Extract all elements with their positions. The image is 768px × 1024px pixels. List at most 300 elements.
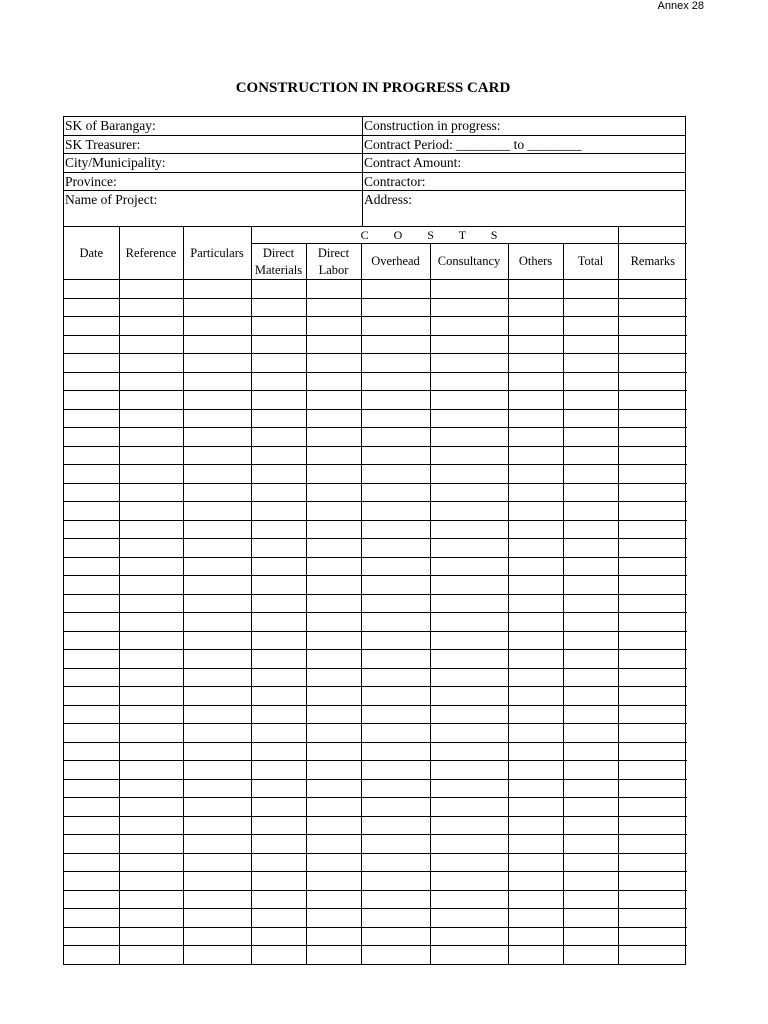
- cell-total[interactable]: [563, 280, 618, 299]
- cell-consultancy[interactable]: [430, 927, 508, 946]
- cell-consultancy[interactable]: [430, 798, 508, 817]
- cell-reference[interactable]: [119, 465, 183, 484]
- cell-reference[interactable]: [119, 835, 183, 854]
- cell-direct-labor[interactable]: [306, 280, 361, 299]
- cell-overhead[interactable]: [361, 557, 430, 576]
- cell-total[interactable]: [563, 594, 618, 613]
- cell-date[interactable]: [64, 724, 119, 743]
- cell-reference[interactable]: [119, 335, 183, 354]
- cell-consultancy[interactable]: [430, 502, 508, 521]
- cell-particulars[interactable]: [183, 502, 251, 521]
- cell-particulars[interactable]: [183, 779, 251, 798]
- cell-overhead[interactable]: [361, 687, 430, 706]
- cell-remarks[interactable]: [618, 724, 687, 743]
- cell-direct-materials[interactable]: [251, 872, 306, 891]
- cell-remarks[interactable]: [618, 428, 687, 447]
- cell-reference[interactable]: [119, 742, 183, 761]
- cell-total[interactable]: [563, 428, 618, 447]
- cell-direct-labor[interactable]: [306, 687, 361, 706]
- cell-overhead[interactable]: [361, 317, 430, 336]
- cell-overhead[interactable]: [361, 409, 430, 428]
- cell-direct-materials[interactable]: [251, 650, 306, 669]
- cell-overhead[interactable]: [361, 391, 430, 410]
- cell-direct-labor[interactable]: [306, 816, 361, 835]
- cell-date[interactable]: [64, 631, 119, 650]
- cell-remarks[interactable]: [618, 890, 687, 909]
- cell-remarks[interactable]: [618, 631, 687, 650]
- cell-particulars[interactable]: [183, 613, 251, 632]
- cell-particulars[interactable]: [183, 705, 251, 724]
- cell-date[interactable]: [64, 761, 119, 780]
- cell-particulars[interactable]: [183, 372, 251, 391]
- cell-total[interactable]: [563, 372, 618, 391]
- cell-overhead[interactable]: [361, 872, 430, 891]
- cell-date[interactable]: [64, 927, 119, 946]
- contractor-field[interactable]: Contractor:: [364, 173, 426, 189]
- cell-reference[interactable]: [119, 927, 183, 946]
- cell-others[interactable]: [508, 742, 563, 761]
- cell-direct-labor[interactable]: [306, 502, 361, 521]
- cell-others[interactable]: [508, 687, 563, 706]
- cell-others[interactable]: [508, 890, 563, 909]
- cell-overhead[interactable]: [361, 298, 430, 317]
- cell-remarks[interactable]: [618, 372, 687, 391]
- cell-remarks[interactable]: [618, 779, 687, 798]
- cell-consultancy[interactable]: [430, 724, 508, 743]
- cell-others[interactable]: [508, 724, 563, 743]
- cell-others[interactable]: [508, 816, 563, 835]
- cell-others[interactable]: [508, 317, 563, 336]
- cell-overhead[interactable]: [361, 946, 430, 964]
- cell-total[interactable]: [563, 816, 618, 835]
- cell-total[interactable]: [563, 872, 618, 891]
- cell-direct-labor[interactable]: [306, 613, 361, 632]
- cell-date[interactable]: [64, 428, 119, 447]
- cell-reference[interactable]: [119, 317, 183, 336]
- cell-total[interactable]: [563, 631, 618, 650]
- cell-remarks[interactable]: [618, 335, 687, 354]
- cell-direct-labor[interactable]: [306, 890, 361, 909]
- cell-particulars[interactable]: [183, 557, 251, 576]
- cell-date[interactable]: [64, 539, 119, 558]
- cell-remarks[interactable]: [618, 872, 687, 891]
- cell-others[interactable]: [508, 520, 563, 539]
- cell-overhead[interactable]: [361, 502, 430, 521]
- cell-others[interactable]: [508, 872, 563, 891]
- cell-direct-labor[interactable]: [306, 594, 361, 613]
- cell-remarks[interactable]: [618, 317, 687, 336]
- cell-others[interactable]: [508, 465, 563, 484]
- cell-others[interactable]: [508, 354, 563, 373]
- cell-direct-labor[interactable]: [306, 798, 361, 817]
- cell-particulars[interactable]: [183, 872, 251, 891]
- cell-overhead[interactable]: [361, 742, 430, 761]
- cell-total[interactable]: [563, 742, 618, 761]
- cell-remarks[interactable]: [618, 687, 687, 706]
- cell-date[interactable]: [64, 613, 119, 632]
- cell-total[interactable]: [563, 502, 618, 521]
- cell-others[interactable]: [508, 927, 563, 946]
- cell-reference[interactable]: [119, 946, 183, 964]
- cell-overhead[interactable]: [361, 428, 430, 447]
- cell-consultancy[interactable]: [430, 317, 508, 336]
- cell-total[interactable]: [563, 446, 618, 465]
- cell-reference[interactable]: [119, 483, 183, 502]
- cell-others[interactable]: [508, 705, 563, 724]
- cell-reference[interactable]: [119, 798, 183, 817]
- cell-consultancy[interactable]: [430, 409, 508, 428]
- cell-others[interactable]: [508, 798, 563, 817]
- cell-direct-materials[interactable]: [251, 761, 306, 780]
- cell-others[interactable]: [508, 668, 563, 687]
- cell-date[interactable]: [64, 798, 119, 817]
- cell-direct-labor[interactable]: [306, 557, 361, 576]
- cell-consultancy[interactable]: [430, 835, 508, 854]
- cell-direct-labor[interactable]: [306, 705, 361, 724]
- cell-date[interactable]: [64, 280, 119, 299]
- cell-direct-labor[interactable]: [306, 835, 361, 854]
- cell-date[interactable]: [64, 668, 119, 687]
- cell-particulars[interactable]: [183, 946, 251, 964]
- cell-overhead[interactable]: [361, 779, 430, 798]
- cell-remarks[interactable]: [618, 927, 687, 946]
- cell-direct-materials[interactable]: [251, 557, 306, 576]
- cell-others[interactable]: [508, 280, 563, 299]
- cell-direct-materials[interactable]: [251, 465, 306, 484]
- cell-direct-labor[interactable]: [306, 650, 361, 669]
- cell-consultancy[interactable]: [430, 779, 508, 798]
- cell-direct-materials[interactable]: [251, 539, 306, 558]
- cell-direct-materials[interactable]: [251, 909, 306, 928]
- cell-total[interactable]: [563, 520, 618, 539]
- cell-remarks[interactable]: [618, 909, 687, 928]
- cell-direct-materials[interactable]: [251, 816, 306, 835]
- cell-consultancy[interactable]: [430, 298, 508, 317]
- cell-reference[interactable]: [119, 576, 183, 595]
- cell-particulars[interactable]: [183, 890, 251, 909]
- cell-particulars[interactable]: [183, 594, 251, 613]
- cell-date[interactable]: [64, 298, 119, 317]
- cell-total[interactable]: [563, 890, 618, 909]
- cell-total[interactable]: [563, 761, 618, 780]
- cell-particulars[interactable]: [183, 409, 251, 428]
- cell-others[interactable]: [508, 946, 563, 964]
- cell-direct-labor[interactable]: [306, 391, 361, 410]
- cell-reference[interactable]: [119, 280, 183, 299]
- cell-remarks[interactable]: [618, 835, 687, 854]
- cell-date[interactable]: [64, 779, 119, 798]
- cell-consultancy[interactable]: [430, 761, 508, 780]
- cell-date[interactable]: [64, 372, 119, 391]
- cell-remarks[interactable]: [618, 853, 687, 872]
- cell-particulars[interactable]: [183, 280, 251, 299]
- cell-others[interactable]: [508, 853, 563, 872]
- cell-total[interactable]: [563, 409, 618, 428]
- cell-overhead[interactable]: [361, 465, 430, 484]
- cell-overhead[interactable]: [361, 613, 430, 632]
- cell-others[interactable]: [508, 335, 563, 354]
- cell-date[interactable]: [64, 853, 119, 872]
- cell-particulars[interactable]: [183, 391, 251, 410]
- cell-remarks[interactable]: [618, 798, 687, 817]
- cell-overhead[interactable]: [361, 594, 430, 613]
- cell-overhead[interactable]: [361, 798, 430, 817]
- cell-date[interactable]: [64, 465, 119, 484]
- cell-others[interactable]: [508, 594, 563, 613]
- cell-others[interactable]: [508, 557, 563, 576]
- cell-remarks[interactable]: [618, 520, 687, 539]
- cell-total[interactable]: [563, 483, 618, 502]
- cell-direct-labor[interactable]: [306, 631, 361, 650]
- cell-reference[interactable]: [119, 705, 183, 724]
- cell-consultancy[interactable]: [430, 354, 508, 373]
- cell-reference[interactable]: [119, 446, 183, 465]
- cell-date[interactable]: [64, 335, 119, 354]
- cell-total[interactable]: [563, 835, 618, 854]
- cell-remarks[interactable]: [618, 594, 687, 613]
- sk-barangay-field[interactable]: SK of Barangay:: [64, 117, 363, 135]
- cell-direct-labor[interactable]: [306, 946, 361, 964]
- cell-overhead[interactable]: [361, 890, 430, 909]
- cell-remarks[interactable]: [618, 465, 687, 484]
- cell-others[interactable]: [508, 539, 563, 558]
- cell-overhead[interactable]: [361, 631, 430, 650]
- cell-particulars[interactable]: [183, 539, 251, 558]
- cell-remarks[interactable]: [618, 446, 687, 465]
- cell-remarks[interactable]: [618, 761, 687, 780]
- cell-reference[interactable]: [119, 613, 183, 632]
- cell-direct-materials[interactable]: [251, 687, 306, 706]
- cell-particulars[interactable]: [183, 668, 251, 687]
- cell-direct-materials[interactable]: [251, 520, 306, 539]
- cell-total[interactable]: [563, 539, 618, 558]
- cell-total[interactable]: [563, 687, 618, 706]
- cell-direct-materials[interactable]: [251, 927, 306, 946]
- cell-overhead[interactable]: [361, 816, 430, 835]
- cell-total[interactable]: [563, 576, 618, 595]
- cell-particulars[interactable]: [183, 835, 251, 854]
- cell-direct-labor[interactable]: [306, 483, 361, 502]
- cell-direct-materials[interactable]: [251, 742, 306, 761]
- cell-remarks[interactable]: [618, 409, 687, 428]
- cell-overhead[interactable]: [361, 372, 430, 391]
- cell-particulars[interactable]: [183, 446, 251, 465]
- cell-direct-labor[interactable]: [306, 317, 361, 336]
- cell-date[interactable]: [64, 409, 119, 428]
- cell-direct-labor[interactable]: [306, 724, 361, 743]
- cell-direct-materials[interactable]: [251, 317, 306, 336]
- cell-remarks[interactable]: [618, 650, 687, 669]
- cell-consultancy[interactable]: [430, 890, 508, 909]
- cell-direct-labor[interactable]: [306, 539, 361, 558]
- cell-others[interactable]: [508, 298, 563, 317]
- cell-reference[interactable]: [119, 687, 183, 706]
- cell-total[interactable]: [563, 557, 618, 576]
- cell-total[interactable]: [563, 853, 618, 872]
- cell-remarks[interactable]: [618, 502, 687, 521]
- cell-direct-labor[interactable]: [306, 872, 361, 891]
- cell-remarks[interactable]: [618, 280, 687, 299]
- cell-remarks[interactable]: [618, 816, 687, 835]
- cell-remarks[interactable]: [618, 483, 687, 502]
- sk-treasurer-field[interactable]: SK Treasurer:: [64, 136, 363, 154]
- cell-total[interactable]: [563, 779, 618, 798]
- cell-remarks[interactable]: [618, 391, 687, 410]
- cell-date[interactable]: [64, 576, 119, 595]
- cell-direct-materials[interactable]: [251, 372, 306, 391]
- cell-others[interactable]: [508, 391, 563, 410]
- cell-direct-materials[interactable]: [251, 946, 306, 964]
- cell-particulars[interactable]: [183, 354, 251, 373]
- cell-direct-labor[interactable]: [306, 335, 361, 354]
- cell-consultancy[interactable]: [430, 335, 508, 354]
- cell-overhead[interactable]: [361, 761, 430, 780]
- cell-consultancy[interactable]: [430, 872, 508, 891]
- cell-reference[interactable]: [119, 631, 183, 650]
- cell-direct-materials[interactable]: [251, 483, 306, 502]
- cell-overhead[interactable]: [361, 668, 430, 687]
- cell-particulars[interactable]: [183, 650, 251, 669]
- cell-direct-labor[interactable]: [306, 927, 361, 946]
- cell-date[interactable]: [64, 909, 119, 928]
- cell-consultancy[interactable]: [430, 594, 508, 613]
- cell-reference[interactable]: [119, 890, 183, 909]
- cell-remarks[interactable]: [618, 668, 687, 687]
- cell-reference[interactable]: [119, 650, 183, 669]
- cell-direct-materials[interactable]: [251, 298, 306, 317]
- cell-others[interactable]: [508, 483, 563, 502]
- cell-others[interactable]: [508, 835, 563, 854]
- cell-remarks[interactable]: [618, 613, 687, 632]
- cell-consultancy[interactable]: [430, 539, 508, 558]
- cell-total[interactable]: [563, 724, 618, 743]
- cell-consultancy[interactable]: [430, 557, 508, 576]
- cell-direct-labor[interactable]: [306, 409, 361, 428]
- cell-overhead[interactable]: [361, 650, 430, 669]
- cell-others[interactable]: [508, 631, 563, 650]
- cell-direct-labor[interactable]: [306, 576, 361, 595]
- cell-date[interactable]: [64, 650, 119, 669]
- cell-consultancy[interactable]: [430, 576, 508, 595]
- cell-date[interactable]: [64, 317, 119, 336]
- cell-others[interactable]: [508, 650, 563, 669]
- cell-direct-materials[interactable]: [251, 853, 306, 872]
- cell-overhead[interactable]: [361, 354, 430, 373]
- cell-consultancy[interactable]: [430, 705, 508, 724]
- cell-direct-materials[interactable]: [251, 705, 306, 724]
- cell-consultancy[interactable]: [430, 742, 508, 761]
- cell-overhead[interactable]: [361, 705, 430, 724]
- cell-direct-materials[interactable]: [251, 668, 306, 687]
- cell-total[interactable]: [563, 465, 618, 484]
- cell-consultancy[interactable]: [430, 946, 508, 964]
- cell-particulars[interactable]: [183, 317, 251, 336]
- cell-total[interactable]: [563, 391, 618, 410]
- cell-reference[interactable]: [119, 502, 183, 521]
- cell-remarks[interactable]: [618, 557, 687, 576]
- cell-total[interactable]: [563, 335, 618, 354]
- cell-direct-materials[interactable]: [251, 354, 306, 373]
- cell-others[interactable]: [508, 428, 563, 447]
- cell-total[interactable]: [563, 613, 618, 632]
- cell-overhead[interactable]: [361, 446, 430, 465]
- cell-remarks[interactable]: [618, 705, 687, 724]
- cell-date[interactable]: [64, 391, 119, 410]
- cell-direct-labor[interactable]: [306, 428, 361, 447]
- cell-direct-materials[interactable]: [251, 409, 306, 428]
- cell-others[interactable]: [508, 613, 563, 632]
- cell-total[interactable]: [563, 798, 618, 817]
- cell-others[interactable]: [508, 409, 563, 428]
- cell-consultancy[interactable]: [430, 816, 508, 835]
- cell-reference[interactable]: [119, 428, 183, 447]
- cell-others[interactable]: [508, 502, 563, 521]
- cell-date[interactable]: [64, 502, 119, 521]
- cell-date[interactable]: [64, 742, 119, 761]
- cell-remarks[interactable]: [618, 576, 687, 595]
- cell-overhead[interactable]: [361, 539, 430, 558]
- cell-particulars[interactable]: [183, 853, 251, 872]
- cell-reference[interactable]: [119, 779, 183, 798]
- cell-consultancy[interactable]: [430, 853, 508, 872]
- cell-consultancy[interactable]: [430, 446, 508, 465]
- cell-particulars[interactable]: [183, 520, 251, 539]
- cell-overhead[interactable]: [361, 576, 430, 595]
- contract-period-field[interactable]: Contract Period: ________ to ________: [364, 136, 582, 152]
- cell-direct-labor[interactable]: [306, 779, 361, 798]
- cell-direct-materials[interactable]: [251, 798, 306, 817]
- cell-overhead[interactable]: [361, 927, 430, 946]
- cell-overhead[interactable]: [361, 909, 430, 928]
- cell-date[interactable]: [64, 946, 119, 964]
- cell-overhead[interactable]: [361, 335, 430, 354]
- cell-particulars[interactable]: [183, 724, 251, 743]
- cell-consultancy[interactable]: [430, 631, 508, 650]
- cell-direct-labor[interactable]: [306, 465, 361, 484]
- cell-total[interactable]: [563, 298, 618, 317]
- cell-total[interactable]: [563, 909, 618, 928]
- cell-direct-materials[interactable]: [251, 428, 306, 447]
- cell-reference[interactable]: [119, 298, 183, 317]
- cell-total[interactable]: [563, 946, 618, 964]
- cell-direct-labor[interactable]: [306, 761, 361, 780]
- cell-direct-labor[interactable]: [306, 909, 361, 928]
- cell-remarks[interactable]: [618, 354, 687, 373]
- cell-date[interactable]: [64, 594, 119, 613]
- cell-date[interactable]: [64, 520, 119, 539]
- province-field[interactable]: Province:: [64, 173, 363, 191]
- cell-direct-labor[interactable]: [306, 372, 361, 391]
- cell-consultancy[interactable]: [430, 465, 508, 484]
- cell-particulars[interactable]: [183, 465, 251, 484]
- cell-date[interactable]: [64, 816, 119, 835]
- cell-reference[interactable]: [119, 872, 183, 891]
- cell-total[interactable]: [563, 650, 618, 669]
- project-name-field[interactable]: Name of Project:: [64, 191, 363, 226]
- cell-direct-materials[interactable]: [251, 594, 306, 613]
- cell-reference[interactable]: [119, 761, 183, 780]
- cell-direct-materials[interactable]: [251, 890, 306, 909]
- cell-direct-materials[interactable]: [251, 724, 306, 743]
- cell-total[interactable]: [563, 354, 618, 373]
- city-municipality-field[interactable]: City/Municipality:: [64, 154, 363, 172]
- cell-particulars[interactable]: [183, 927, 251, 946]
- cell-consultancy[interactable]: [430, 428, 508, 447]
- cell-reference[interactable]: [119, 539, 183, 558]
- cell-date[interactable]: [64, 483, 119, 502]
- cell-consultancy[interactable]: [430, 687, 508, 706]
- cell-direct-materials[interactable]: [251, 391, 306, 410]
